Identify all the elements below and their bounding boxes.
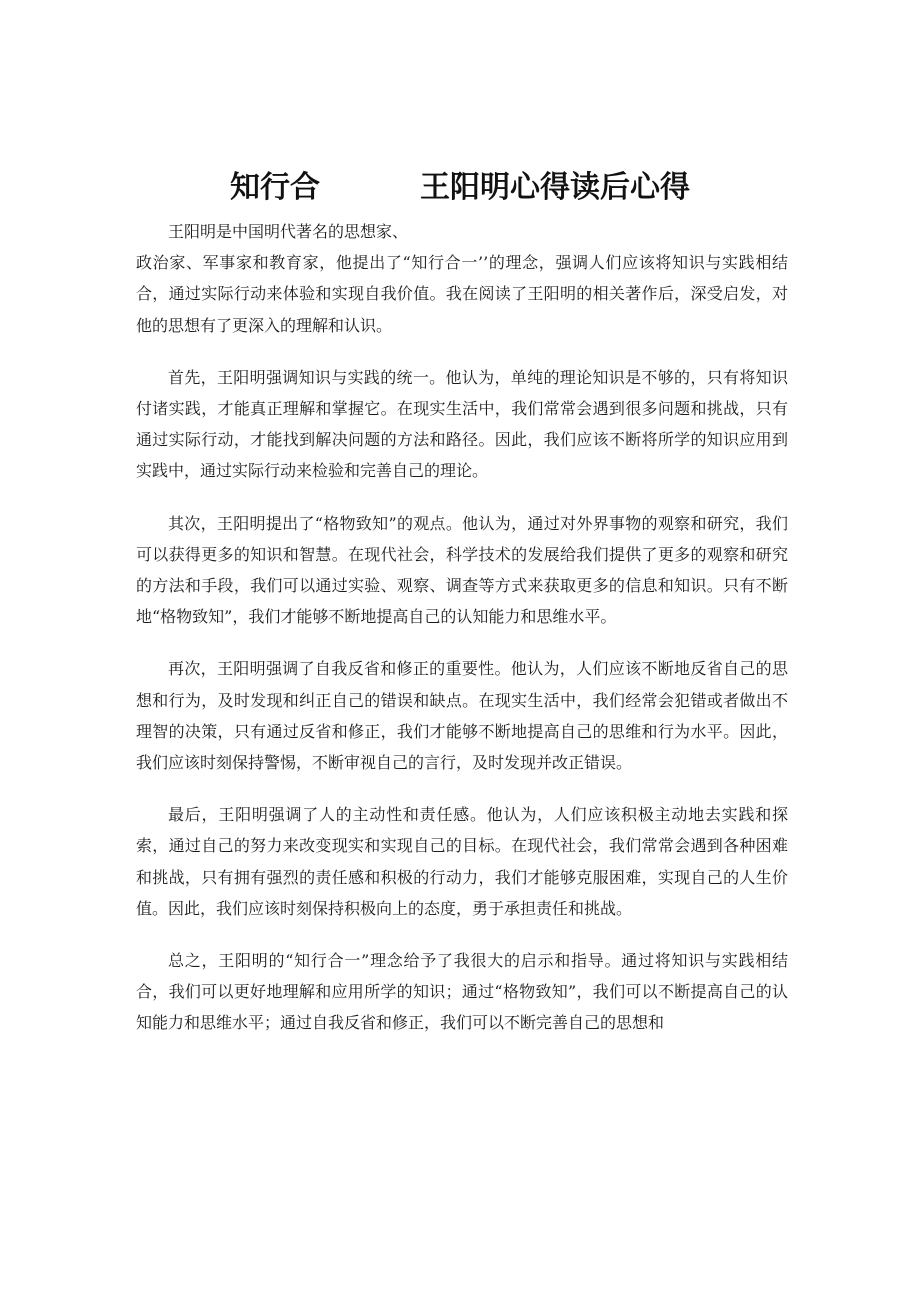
paragraph-1-first-line: 王阳明是中国明代著名的思想家、 — [168, 222, 409, 241]
paragraph-6: 总之，王阳明的“知行合一”理念给予了我很大的启示和指导。通过将知识与实践相结合，我们可以更好地理解和应用所学的知识；通过“格物致知”，我们可以不断提高自己的认知能力和思维水平；通过自我反省和修正，我们可以不断完善自己的思想和 — [136, 951, 788, 1033]
paragraph-3: 其次，王阳明提出了“格物致知”的观点。他认为，通过对外界事物的观察和研究，我们可以获得更多的知识和智慧。在现代社会，科学技术的发展给我们提供了更多的观察和研究的方法和手段，我们可以通过实验、观察、调查等方式来获取更多的信息和知识。只有不断地“格物致知”，我们才能够不断地提高自己的认知能力和思维水平。 — [136, 513, 788, 627]
paragraph-4: 再次，王阳明强调了自我反省和修正的重要性。他认为，人们应该不断地反省自己的思想和行为，及时发现和纠正自己的错误和缺点。在现实生活中，我们经常会犯错或者做出不理智的决策，只有通过反省和修正，我们才能够不断地提高自己的思维和行为水平。因此，我们应该时刻保持警惕，不断审视自己的言行，及时发现并改正错误。 — [136, 659, 788, 773]
document-body — [136, 216, 788, 1060]
title-part-2: 王阳明心得读后心得 — [420, 170, 690, 205]
paragraph-5: 最后，王阳明强调了人的主动性和责任感。他认为，人们应该积极主动地去实践和探索，通过自己的努力来改变现实和实现自己的目标。在现代社会，我们常常会遇到各种困难和挑战，只有拥有强烈的责任感和积极的行动力，我们才能够克服困难，实现自己的人生价值。因此，我们应该时刻保持积极向上的态度，勇于承担责任和挑战。 — [136, 805, 788, 918]
paragraph-1: 政治家、军事家和教育家，他提出了“知行合一’’的理念，强调人们应该将知识与实践相结合，通过实际行动来体验和实现自我价值。我在阅读了王阳明的相关著作后，深受启发，对他的思想有了更深入的理解和认识。 — [136, 253, 788, 335]
page-title — [0, 168, 920, 208]
paragraph-2: 首先，王阳明强调知识与实践的统一。他认为，单纯的理论知识是不够的，只有将知识付诸实践，才能真正理解和掌握它。在现实生活中，我们常常会遇到很多问题和挑战，只有通过实际行动，才能找到解决问题的方法和路径。因此，我们应该不断将所学的知识应用到实践中，通过实际行动来检验和完善自己的理论。 — [136, 367, 788, 481]
title-part-1: 知行合 — [230, 170, 320, 205]
